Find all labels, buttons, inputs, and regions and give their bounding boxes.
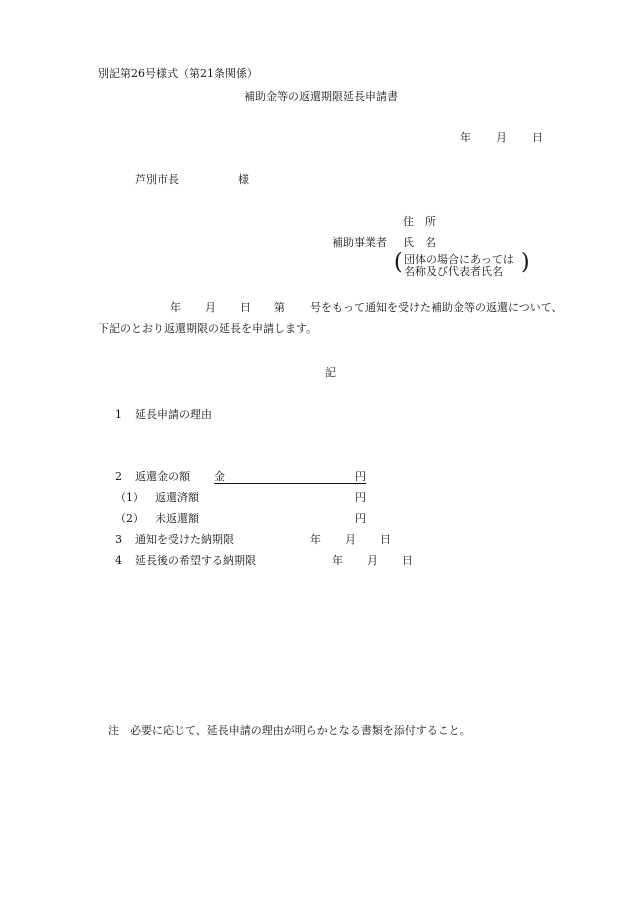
date-day-label: 日 (532, 131, 543, 144)
applicant-role-label: 補助事業者 (332, 236, 387, 249)
sub-1-label: 返還済額 (155, 491, 199, 504)
date-month-label: 月 (496, 131, 507, 144)
address-label: 住 所 (403, 215, 436, 228)
sub-1-number: （1） (115, 491, 144, 504)
body-month: 月 (205, 301, 216, 314)
item-4-year: 年 (332, 554, 343, 567)
document-title: 補助金等の返還期限延長申請書 (244, 90, 398, 103)
body-year: 年 (170, 301, 181, 314)
sub-1-unit: 円 (355, 491, 366, 504)
item-2-amount-line (214, 470, 366, 487)
item-3-label: 通知を受けた納期限 (135, 533, 234, 546)
item-3-year: 年 (310, 533, 321, 546)
item-4-month: 月 (367, 554, 378, 567)
item-1-number: 1 (115, 408, 122, 421)
item-1-label: 延長申請の理由 (135, 408, 212, 421)
ki-heading: 記 (325, 366, 336, 379)
item-2-label: 返還金の額 (135, 470, 190, 483)
sub-2-label: 未返還額 (155, 512, 199, 525)
addressee-name: 芦別市長 (135, 173, 179, 186)
note-open-brace: ( (394, 250, 403, 275)
body-line-1-text: 号をもって通知を受けた補助金等の返還について、 (310, 301, 563, 314)
body-day: 日 (240, 301, 251, 314)
sub-2-unit: 円 (355, 512, 366, 525)
name-label: 氏 名 (403, 236, 436, 249)
item-4-number: 4 (115, 554, 122, 567)
item-3-day: 日 (380, 533, 391, 546)
form-label: 別記第26号様式（第21条関係） (98, 67, 258, 80)
addressee-honorific: 様 (238, 173, 249, 186)
footnote-text: 必要に応じて、延長申請の理由が明らかとなる書類を添付すること。 (130, 724, 471, 737)
note-line-1: 団体の場合にあっては (404, 253, 514, 266)
date-year-label: 年 (460, 131, 471, 144)
item-3-month: 月 (345, 533, 356, 546)
note-close-brace: ) (521, 250, 530, 275)
item-2-unit: 円 (355, 470, 366, 483)
note-line-2: 名称及び代表者氏名 (404, 265, 503, 278)
sub-2-number: （2） (115, 512, 144, 525)
item-4-day: 日 (402, 554, 413, 567)
footnote-label: 注 (108, 724, 119, 737)
item-2-number: 2 (115, 470, 122, 483)
body-dai: 第 (274, 301, 285, 314)
item-2-prefix: 金 (214, 470, 225, 483)
item-3-number: 3 (115, 533, 122, 546)
body-line-2: 下記のとおり返還期限の延長を申請します。 (98, 322, 318, 335)
item-4-label: 延長後の希望する納期限 (135, 554, 256, 567)
